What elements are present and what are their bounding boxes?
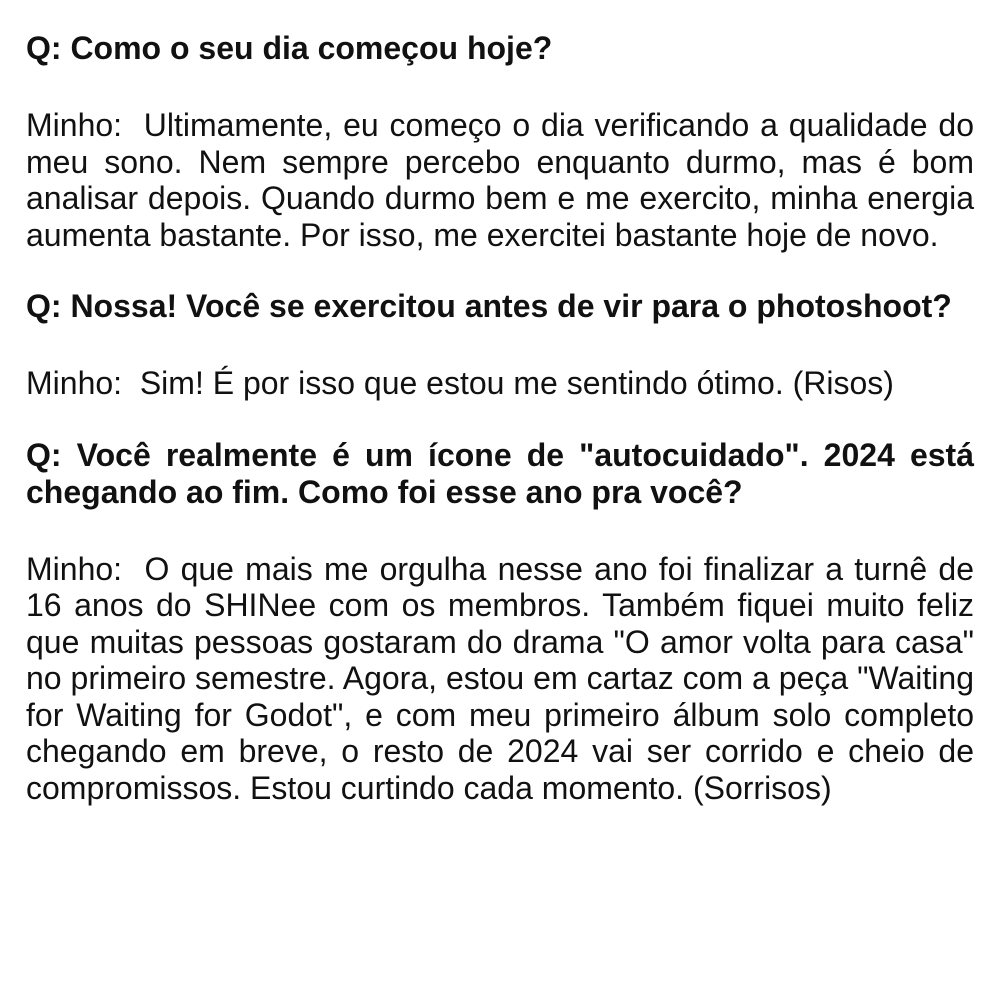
interview-document <box>26 30 974 806</box>
answer-1-text: Ultimamente, eu começo o dia verificando a qualidade do meu sono. Nem sempre percebo enquanto durmo, mas é bom analisar depois. Quando durmo bem e me exercito, minha energia aumenta bastante. Por isso, me exercitei bastante hoje de novo. <box>26 107 975 253</box>
question-2: Q: Nossa! Você se exercitou antes de vir para o photoshoot? <box>26 288 952 324</box>
speaker-label: Minho: <box>26 107 144 143</box>
answer-3-text: O que mais me orgulha nesse ano foi finalizar a turnê de 16 anos do SHINee com os membros. Também fiquei muito feliz que muitas pessoas gostaram do drama "O amor volta para casa" no primeiro semestre. Agora, estou em cartaz com a peça "Waiting for Waiting for Godot", e com meu primeiro álbum solo completo chegando em breve, o resto de 2024 vai ser corrido e cheio de compromissos. Estou curtindo cada momento. (Sorrisos) <box>26 550 975 806</box>
speaker-label: Minho: <box>26 365 140 401</box>
answer-2-text: Sim! É por isso que estou me sentindo ótimo. (Risos) <box>139 365 894 401</box>
answer-3 <box>26 551 974 807</box>
question-1: Q: Como o seu dia começou hoje? <box>26 30 553 66</box>
answer-2 <box>26 365 974 402</box>
question-3: Q: Você realmente é um ícone de "autocuidado". 2024 está chegando ao fim. Como foi esse ano pra você? <box>26 436 974 510</box>
speaker-label: Minho: <box>26 550 145 587</box>
answer-1 <box>26 107 974 253</box>
